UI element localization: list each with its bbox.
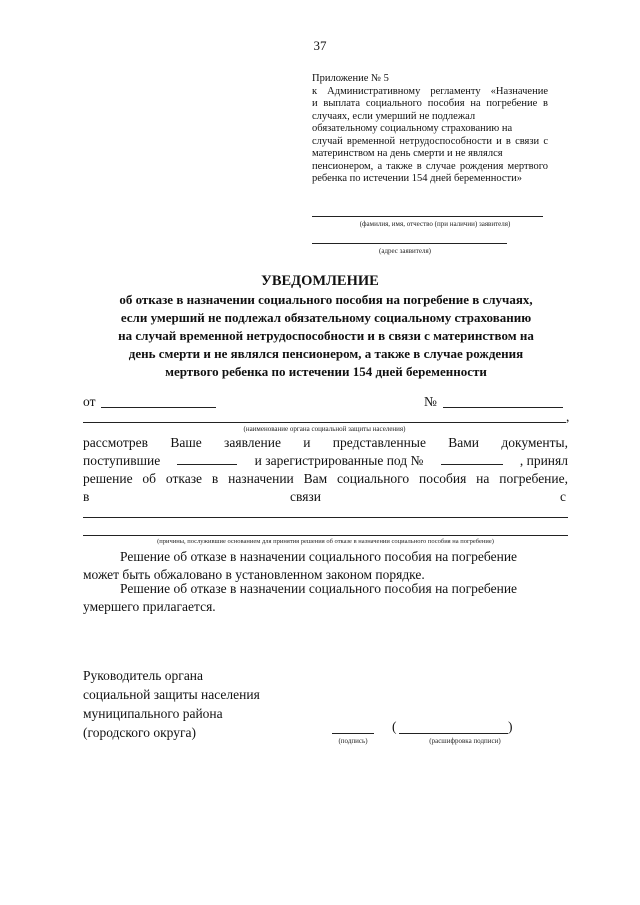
decode-caption: (расшифровка подписи) (429, 737, 501, 745)
signatory-line: социальной защиты населения (83, 687, 260, 702)
paragraph-appeal-line: Решение об отказе в назначении социального пособия на погребение (120, 549, 518, 564)
decode-open-paren: ( (392, 719, 397, 734)
organ-line[interactable] (83, 422, 566, 423)
applicant-name-line[interactable] (312, 216, 543, 217)
paragraph-appeal (83, 548, 568, 584)
decode-field[interactable] (399, 733, 508, 734)
subtitle-line: день смерти и не являлся пенсионером, а также в случае рождения (128, 346, 524, 361)
body-line-4-b: связи (290, 489, 321, 504)
paragraph-appeal-line: может быть обжаловано в установленном законом порядке. (83, 567, 425, 582)
applicant-name-caption: (фамилия, имя, отчество (при наличии) заявителя) (359, 220, 511, 228)
paragraph-attached (83, 580, 568, 616)
body-line-3: решение об отказе в назначении Вам социального пособия на погребение, (83, 471, 568, 486)
appendix-line: материнством на день смерти и не являлся (312, 148, 503, 159)
signature-field[interactable] (332, 733, 374, 734)
appendix-heading: Приложение № 5 (312, 73, 389, 84)
notice-subtitle (70, 291, 582, 381)
signatory-line: Руководитель органа (83, 668, 204, 683)
subtitle-line: об отказе в назначении социального пособия на погребение в случаях, (119, 292, 533, 307)
number-field[interactable] (443, 407, 563, 408)
from-date-field[interactable] (101, 407, 216, 408)
from-label: от (83, 394, 96, 409)
paragraph-attached-line: умершего прилагается. (83, 599, 216, 614)
appendix-block (312, 73, 548, 186)
body-line-2-b: и зарегистрированные под № (254, 453, 424, 468)
appendix-line: к Административному регламенту «Назначение (312, 85, 548, 97)
appendix-line: пенсионером, а также в случае рождения мертвого (312, 160, 548, 172)
received-date-field[interactable] (177, 452, 237, 465)
organ-comma: , (566, 409, 570, 424)
reasons-caption: (причины, послужившие основанием для принятия решения об отказе в назначении социального пособия на погребение) (157, 538, 494, 545)
number-label: № (424, 394, 437, 409)
body-line-1: рассмотрев Ваше заявление и представленные Вами документы, (83, 435, 568, 450)
decode-close-paren: ) (508, 719, 513, 734)
appendix-line: случай временной нетрудоспособности и в связи с (312, 135, 548, 147)
notice-title: УВЕДОМЛЕНИЕ (261, 273, 379, 289)
applicant-address-caption: (адрес заявителя) (379, 247, 431, 255)
reasons-line-2[interactable] (83, 535, 568, 536)
applicant-address-line[interactable] (312, 243, 507, 244)
signatory-line: (городского округа) (83, 725, 197, 740)
body-line-2 (83, 452, 568, 470)
subtitle-line: если умерший не подлежал обязательному социальному страхованию (120, 310, 532, 325)
body-line-2-c: , принял (519, 453, 568, 468)
appendix-line: и выплата социального пособия на погребение в (312, 98, 548, 109)
subtitle-line: на случай временной нетрудоспособности и в связи с материнством на (118, 328, 534, 343)
body-line-2-a: поступившие (83, 453, 161, 468)
appendix-line: случаях, если умерший не подлежал (312, 110, 476, 122)
body-line-4-c: с (560, 489, 566, 504)
appendix-line: обязательному социальному страхованию на (312, 123, 513, 134)
signatory-block (83, 666, 260, 742)
registration-number-field[interactable] (441, 452, 503, 465)
signature-caption: (подпись) (338, 737, 368, 745)
reasons-line-1[interactable] (83, 517, 568, 518)
body-line-4-a: в (83, 489, 90, 504)
page-number: 37 (313, 38, 327, 53)
signatory-line: муниципального района (83, 706, 223, 721)
subtitle-line: мертвого ребенка по истечении 154 дней беременности (165, 364, 487, 379)
paragraph-attached-line: Решение об отказе в назначении социального пособия на погребение (120, 581, 518, 596)
appendix-line: ребенка по истечении 154 дней беременности» (312, 173, 522, 184)
organ-caption: (наименование органа социальной защиты населения) (243, 425, 406, 433)
